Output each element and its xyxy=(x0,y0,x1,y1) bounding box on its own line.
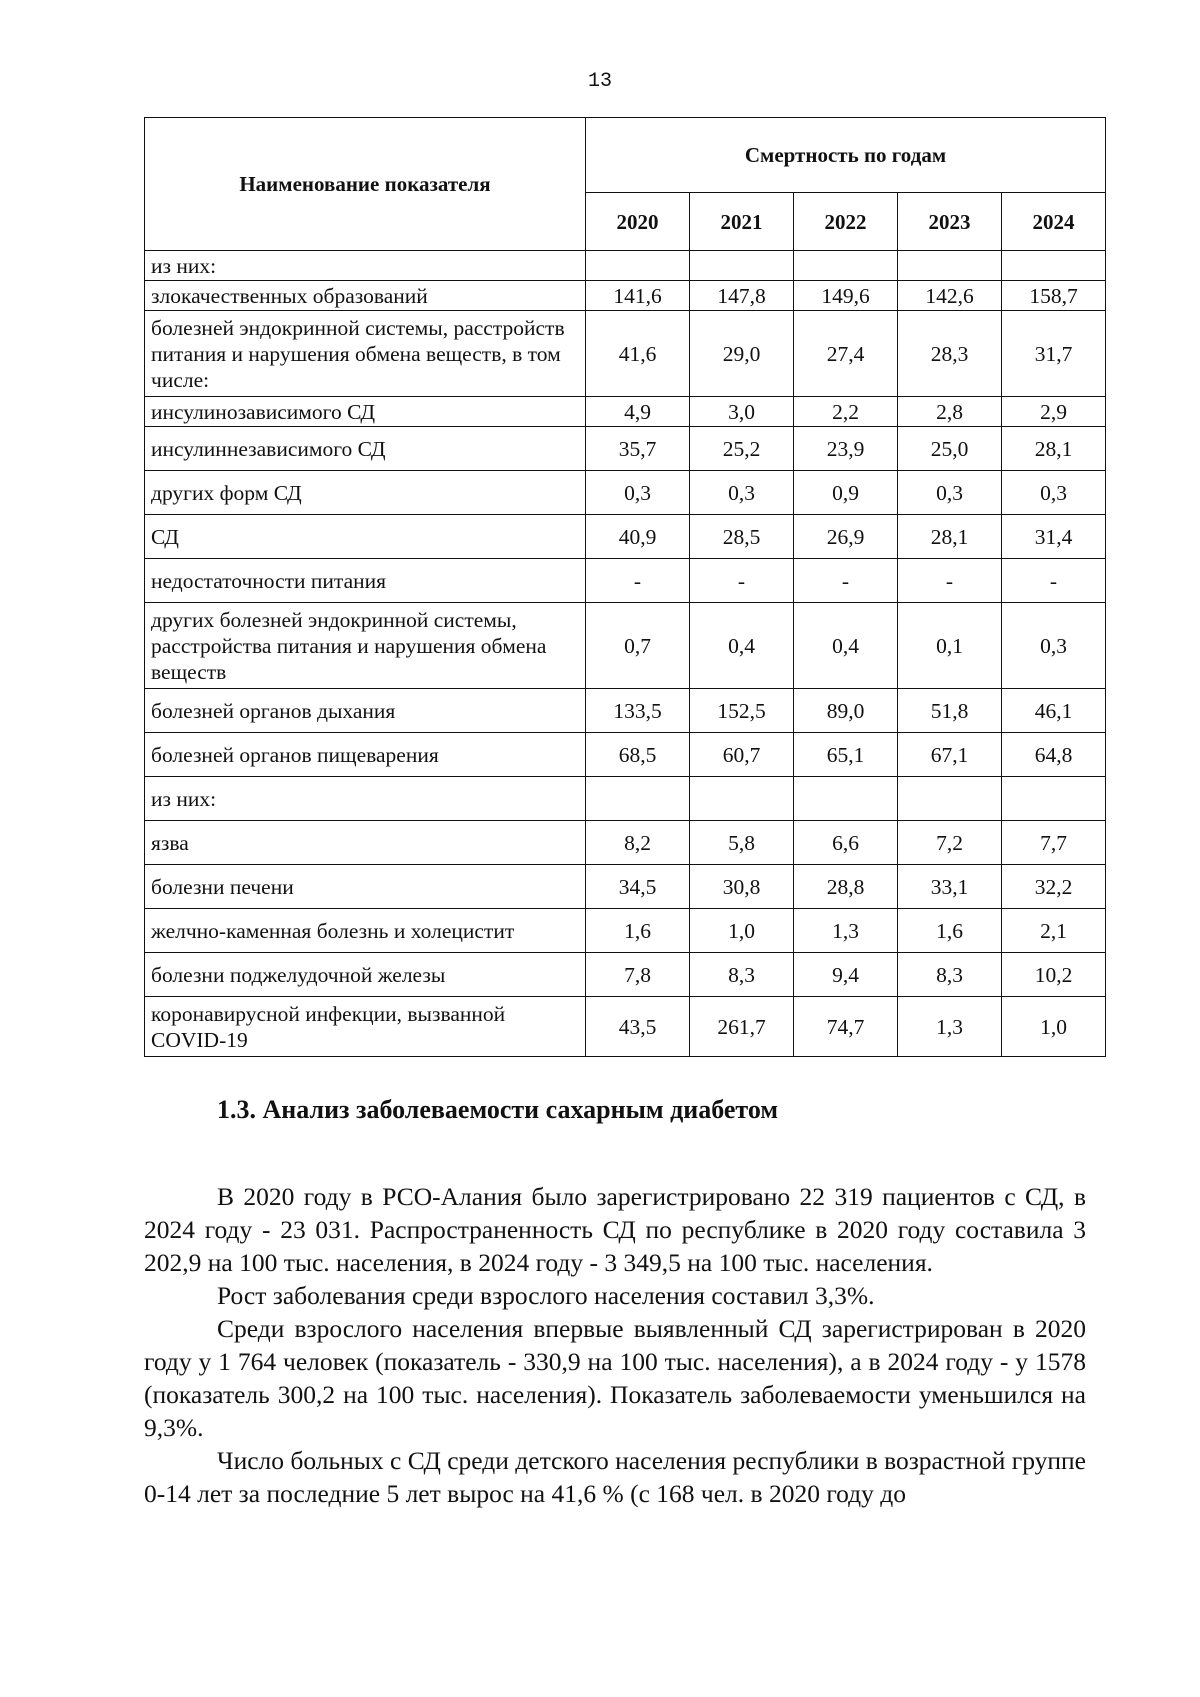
indicator-name-cell: болезней органов дыхания xyxy=(145,689,586,733)
indicator-name-cell: СД xyxy=(145,515,586,559)
header-year: 2020 xyxy=(586,193,690,251)
header-year: 2022 xyxy=(794,193,898,251)
value-cell: 64,8 xyxy=(1002,733,1106,777)
value-cell: 31,7 xyxy=(1002,311,1106,397)
table-row xyxy=(145,689,1106,733)
indicator-name-cell: недостаточности питания xyxy=(145,559,586,603)
value-cell: 0,3 xyxy=(1002,471,1106,515)
indicator-name-cell: других форм СД xyxy=(145,471,586,515)
value-cell: 26,9 xyxy=(794,515,898,559)
value-cell: 141,6 xyxy=(586,281,690,311)
value-cell: 28,8 xyxy=(794,865,898,909)
value-cell: - xyxy=(586,559,690,603)
value-cell: 32,2 xyxy=(1002,865,1106,909)
value-cell: 0,3 xyxy=(898,471,1002,515)
value-cell: 23,9 xyxy=(794,427,898,471)
indicator-name-cell: инсулинозависимого СД xyxy=(145,397,586,427)
header-mortality-by-year: Смертность по годам xyxy=(586,118,1106,193)
indicator-name-cell: злокачественных образований xyxy=(145,281,586,311)
indicator-name-cell: из них: xyxy=(145,777,586,821)
value-cell: 0,4 xyxy=(690,603,794,689)
value-cell xyxy=(794,777,898,821)
value-cell: 41,6 xyxy=(586,311,690,397)
value-cell xyxy=(586,777,690,821)
table-row xyxy=(145,515,1106,559)
value-cell: 2,1 xyxy=(1002,909,1106,953)
table-row xyxy=(145,471,1106,515)
value-cell: 65,1 xyxy=(794,733,898,777)
value-cell: 33,1 xyxy=(898,865,1002,909)
value-cell: 1,0 xyxy=(690,909,794,953)
body-text xyxy=(144,1180,1086,1510)
value-cell xyxy=(1002,251,1106,281)
value-cell: 8,2 xyxy=(586,821,690,865)
value-cell: 3,0 xyxy=(690,397,794,427)
indicator-name-cell: желчно-каменная болезнь и холецистит xyxy=(145,909,586,953)
paragraph: Число больных с СД среди детского населения республики в возрастной группе 0-14 лет за последние 5 лет вырос на 41,6 % (с 168 чел. в 2020 году до xyxy=(144,1446,1086,1508)
value-cell: 10,2 xyxy=(1002,953,1106,997)
indicator-name-cell: из них: xyxy=(145,251,586,281)
value-cell: 1,0 xyxy=(1002,997,1106,1057)
value-cell xyxy=(690,251,794,281)
value-cell: 6,6 xyxy=(794,821,898,865)
value-cell: 40,9 xyxy=(586,515,690,559)
value-cell: 8,3 xyxy=(898,953,1002,997)
value-cell: 0,3 xyxy=(690,471,794,515)
value-cell: 35,7 xyxy=(586,427,690,471)
table-row xyxy=(145,997,1106,1057)
value-cell: 28,1 xyxy=(1002,427,1106,471)
value-cell: 152,5 xyxy=(690,689,794,733)
table-row xyxy=(145,397,1106,427)
value-cell: 67,1 xyxy=(898,733,1002,777)
table-body xyxy=(145,251,1106,1057)
value-cell xyxy=(898,777,1002,821)
value-cell: 9,4 xyxy=(794,953,898,997)
table-row xyxy=(145,603,1106,689)
paragraph: Среди взрослого населения впервые выявленный СД зарегистрирован в 2020 году у 1 764 человек (показатель - 330,9 на 100 тыс. населения), а в 2024 году - у 1578 (показатель 300,2 на 100 тыс. населения). Показатель заболеваемости уменьшился на 9,3%. xyxy=(144,1314,1086,1442)
value-cell: 51,8 xyxy=(898,689,1002,733)
indicator-name-cell: болезни печени xyxy=(145,865,586,909)
header-year: 2024 xyxy=(1002,193,1106,251)
section-title: 1.3. Анализ заболеваемости сахарным диабетом xyxy=(217,1095,779,1124)
value-cell: 7,8 xyxy=(586,953,690,997)
value-cell: 2,2 xyxy=(794,397,898,427)
value-cell: 46,1 xyxy=(1002,689,1106,733)
paragraph: Рост заболевания среди взрослого населения составил 3,3%. xyxy=(217,1281,875,1310)
indicator-name-cell: болезней органов пищеварения xyxy=(145,733,586,777)
value-cell: 43,5 xyxy=(586,997,690,1057)
value-cell: - xyxy=(794,559,898,603)
value-cell: 7,2 xyxy=(898,821,1002,865)
table-row xyxy=(145,281,1106,311)
value-cell xyxy=(690,777,794,821)
indicator-name-cell: болезни поджелудочной железы xyxy=(145,953,586,997)
page-number: 13 xyxy=(587,70,612,93)
value-cell: 142,6 xyxy=(898,281,1002,311)
value-cell: 4,9 xyxy=(586,397,690,427)
value-cell xyxy=(898,251,1002,281)
value-cell: 1,3 xyxy=(794,909,898,953)
value-cell: 27,4 xyxy=(794,311,898,397)
table-row xyxy=(145,821,1106,865)
value-cell: 1,6 xyxy=(586,909,690,953)
value-cell: 0,1 xyxy=(898,603,1002,689)
value-cell: 2,9 xyxy=(1002,397,1106,427)
table-row xyxy=(145,427,1106,471)
table-row xyxy=(145,777,1106,821)
value-cell: 1,3 xyxy=(898,997,1002,1057)
header-indicator-name: Наименование показателя xyxy=(145,118,586,251)
value-cell: 25,0 xyxy=(898,427,1002,471)
value-cell: 2,8 xyxy=(898,397,1002,427)
mortality-table xyxy=(144,117,1106,1057)
value-cell xyxy=(586,251,690,281)
value-cell xyxy=(794,251,898,281)
table-row xyxy=(145,251,1106,281)
indicator-name-cell: болезней эндокринной системы, расстройств питания и нарушения обмена веществ, в том числе: xyxy=(145,311,586,397)
header-year: 2021 xyxy=(690,193,794,251)
indicator-name-cell: инсулиннезависимого СД xyxy=(145,427,586,471)
table-row xyxy=(145,865,1106,909)
value-cell: 28,1 xyxy=(898,515,1002,559)
value-cell: - xyxy=(1002,559,1106,603)
table-row xyxy=(145,311,1106,397)
value-cell: 0,4 xyxy=(794,603,898,689)
value-cell: 147,8 xyxy=(690,281,794,311)
value-cell xyxy=(1002,777,1106,821)
indicator-name-cell: язва xyxy=(145,821,586,865)
header-year: 2023 xyxy=(898,193,1002,251)
value-cell: 0,9 xyxy=(794,471,898,515)
table-row xyxy=(145,559,1106,603)
table-row xyxy=(145,733,1106,777)
indicator-name-cell: других болезней эндокринной системы, расстройства питания и нарушения обмена веществ xyxy=(145,603,586,689)
value-cell: 31,4 xyxy=(1002,515,1106,559)
value-cell: 89,0 xyxy=(794,689,898,733)
value-cell: 30,8 xyxy=(690,865,794,909)
value-cell: 74,7 xyxy=(794,997,898,1057)
value-cell: 29,0 xyxy=(690,311,794,397)
value-cell: 25,2 xyxy=(690,427,794,471)
value-cell: 7,7 xyxy=(1002,821,1106,865)
value-cell: - xyxy=(898,559,1002,603)
value-cell: 0,7 xyxy=(586,603,690,689)
value-cell: 68,5 xyxy=(586,733,690,777)
value-cell: 8,3 xyxy=(690,953,794,997)
value-cell: 158,7 xyxy=(1002,281,1106,311)
value-cell: 261,7 xyxy=(690,997,794,1057)
value-cell: 1,6 xyxy=(898,909,1002,953)
value-cell: 28,5 xyxy=(690,515,794,559)
value-cell: 149,6 xyxy=(794,281,898,311)
value-cell: 0,3 xyxy=(1002,603,1106,689)
table-row xyxy=(145,909,1106,953)
value-cell: 5,8 xyxy=(690,821,794,865)
value-cell: 34,5 xyxy=(586,865,690,909)
indicator-name-cell: коронавирусной инфекции, вызванной COVID-19 xyxy=(145,997,586,1057)
paragraph: В 2020 году в РСО-Алания было зарегистрировано 22 319 пациентов с СД, в 2024 году - 23 031. Распространенность СД по республике в 2020 году составила 3 202,9 на 100 тыс. населения, в 2024 году - 3 349,5 на 100 тыс. населения. xyxy=(144,1182,1086,1277)
value-cell: 133,5 xyxy=(586,689,690,733)
value-cell: - xyxy=(690,559,794,603)
value-cell: 28,3 xyxy=(898,311,1002,397)
value-cell: 0,3 xyxy=(586,471,690,515)
table-row xyxy=(145,953,1106,997)
value-cell: 60,7 xyxy=(690,733,794,777)
